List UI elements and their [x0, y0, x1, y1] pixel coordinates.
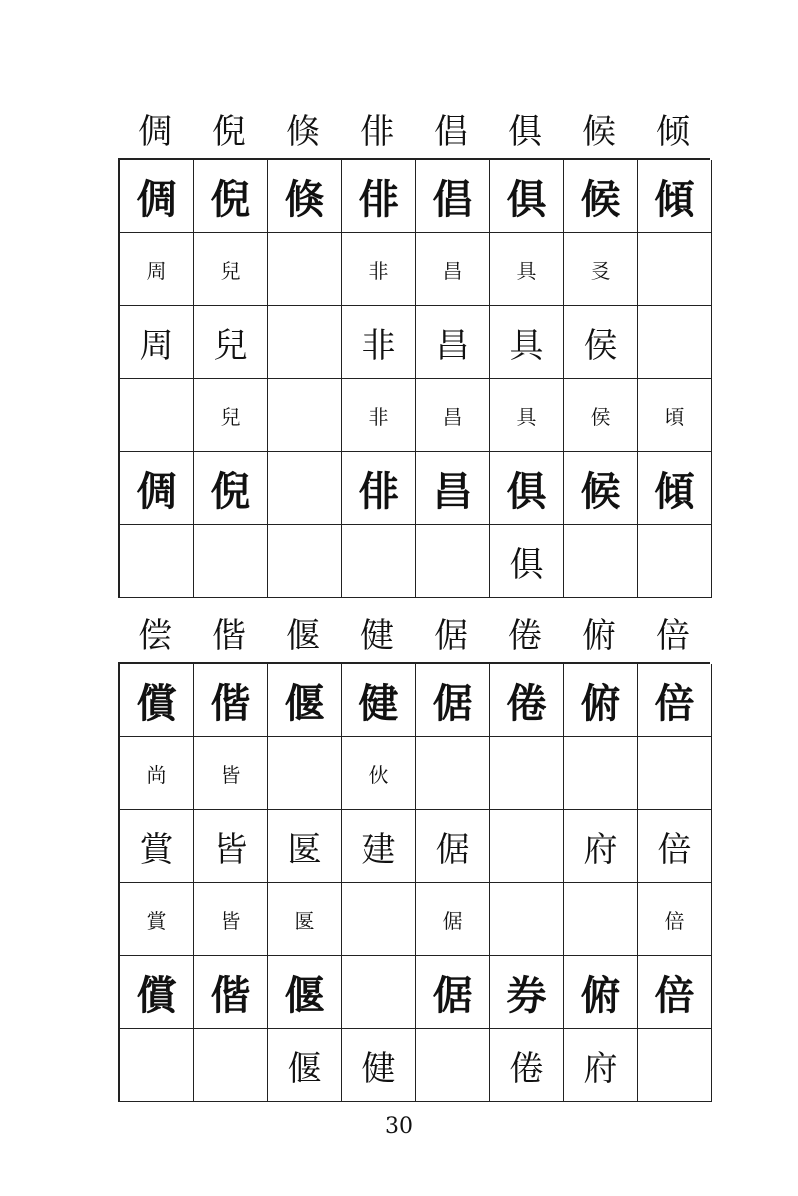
glyph-cell: 償	[120, 956, 194, 1029]
glyph-cell	[490, 883, 564, 956]
glyph-cell: 匽	[268, 883, 342, 956]
glyph-cell	[638, 306, 712, 379]
glyph-cell: 兒	[194, 306, 268, 379]
glyph-cell	[268, 525, 342, 598]
glyph-cell: 俱	[490, 525, 564, 598]
glyph-cell: 偃	[268, 956, 342, 1029]
glyph-cell: 倜	[120, 160, 194, 233]
glyph-cell	[120, 379, 194, 452]
glyph-cell: 傾	[638, 452, 712, 525]
glyph-cell: 周	[120, 233, 194, 306]
glyph-cell: 倍	[638, 810, 712, 883]
glyph-cell: 偕	[194, 664, 268, 737]
glyph-cell: 倍	[638, 664, 712, 737]
header-char: 倨	[434, 616, 468, 656]
glyph-cell: 昌	[416, 379, 490, 452]
glyph-cell	[638, 1029, 712, 1102]
glyph-cell: 㕛	[564, 233, 638, 306]
glyph-cell: 倍	[638, 883, 712, 956]
glyph-cell: 俱	[490, 160, 564, 233]
glyph-cell: 頃	[638, 379, 712, 452]
glyph-cell: 倍	[638, 956, 712, 1029]
header-char: 倏	[286, 112, 320, 152]
header-char: 倍	[656, 616, 690, 656]
glyph-cell: 非	[342, 379, 416, 452]
glyph-cell: 健	[342, 1029, 416, 1102]
glyph-cell: 具	[490, 379, 564, 452]
glyph-cell: 昌	[416, 452, 490, 525]
header-char: 俳	[360, 112, 394, 152]
glyph-cell: 兒	[194, 233, 268, 306]
header-char: 倪	[212, 112, 246, 152]
glyph-cell: 健	[342, 664, 416, 737]
glyph-cell: 賞	[120, 810, 194, 883]
glyph-cell	[342, 525, 416, 598]
glyph-cell: 倨	[416, 664, 490, 737]
glyph-cell: 俳	[342, 160, 416, 233]
glyph-cell: 兒	[194, 379, 268, 452]
glyph-cell: 侯	[564, 379, 638, 452]
glyph-cell	[564, 525, 638, 598]
header-char: 倦	[508, 616, 542, 656]
glyph-cell: 尚	[120, 737, 194, 810]
glyph-cell	[416, 525, 490, 598]
glyph-cell	[194, 1029, 268, 1102]
glyph-cell: 偃	[268, 1029, 342, 1102]
glyph-cell: 俳	[342, 452, 416, 525]
glyph-cell: 非	[342, 306, 416, 379]
glyph-cell	[638, 525, 712, 598]
glyph-cell	[342, 956, 416, 1029]
glyph-cell: 券	[490, 956, 564, 1029]
glyph-cell: 皆	[194, 737, 268, 810]
glyph-cell: 非	[342, 233, 416, 306]
section-2-headers	[118, 616, 710, 656]
glyph-cell: 偕	[194, 956, 268, 1029]
glyph-cell	[638, 737, 712, 810]
glyph-cell: 偃	[268, 664, 342, 737]
glyph-cell: 償	[120, 664, 194, 737]
glyph-cell: 俯	[564, 956, 638, 1029]
glyph-cell: 賞	[120, 883, 194, 956]
glyph-cell	[342, 883, 416, 956]
glyph-cell: 昌	[416, 233, 490, 306]
glyph-cell	[490, 737, 564, 810]
glyph-cell: 倦	[490, 1029, 564, 1102]
glyph-cell: 倏	[268, 160, 342, 233]
glyph-cell: 皆	[194, 810, 268, 883]
header-char: 倜	[138, 112, 172, 152]
page-number: 30	[385, 1114, 413, 1139]
header-char: 偃	[286, 616, 320, 656]
glyph-cell: 周	[120, 306, 194, 379]
header-char: 偕	[212, 616, 246, 656]
glyph-cell: 建	[342, 810, 416, 883]
glyph-cell: 候	[564, 160, 638, 233]
glyph-cell: 皆	[194, 883, 268, 956]
glyph-cell	[120, 525, 194, 598]
glyph-cell	[564, 737, 638, 810]
header-char: 倾	[656, 112, 690, 152]
glyph-cell: 侯	[564, 306, 638, 379]
glyph-cell	[416, 1029, 490, 1102]
header-char: 倡	[434, 112, 468, 152]
glyph-cell	[490, 810, 564, 883]
glyph-cell	[564, 883, 638, 956]
glyph-cell	[268, 306, 342, 379]
glyph-cell: 具	[490, 306, 564, 379]
glyph-cell: 倡	[416, 160, 490, 233]
glyph-cell	[268, 737, 342, 810]
glyph-cell: 倦	[490, 664, 564, 737]
glyph-cell: 候	[564, 452, 638, 525]
glyph-cell	[268, 452, 342, 525]
glyph-cell	[268, 379, 342, 452]
glyph-cell: 倨	[416, 810, 490, 883]
header-char: 候	[582, 112, 616, 152]
glyph-cell	[194, 525, 268, 598]
glyph-cell: 俱	[490, 452, 564, 525]
section-2-grid	[118, 662, 710, 1102]
glyph-cell: 具	[490, 233, 564, 306]
glyph-cell: 俯	[564, 664, 638, 737]
glyph-cell: 倪	[194, 452, 268, 525]
glyph-cell: 匽	[268, 810, 342, 883]
glyph-cell: 府	[564, 1029, 638, 1102]
glyph-cell: 倪	[194, 160, 268, 233]
section-1-grid	[118, 158, 710, 598]
glyph-cell	[268, 233, 342, 306]
glyph-cell: 倨	[416, 883, 490, 956]
glyph-cell: 倜	[120, 452, 194, 525]
glyph-cell: 傾	[638, 160, 712, 233]
glyph-cell: 伙	[342, 737, 416, 810]
glyph-cell	[416, 737, 490, 810]
glyph-cell	[120, 1029, 194, 1102]
header-char: 健	[360, 616, 394, 656]
section-1-headers	[118, 112, 710, 152]
header-char: 偿	[138, 616, 172, 656]
glyph-cell: 昌	[416, 306, 490, 379]
header-char: 俯	[582, 616, 616, 656]
header-char: 俱	[508, 112, 542, 152]
glyph-cell: 府	[564, 810, 638, 883]
glyph-cell	[638, 233, 712, 306]
glyph-cell: 倨	[416, 956, 490, 1029]
